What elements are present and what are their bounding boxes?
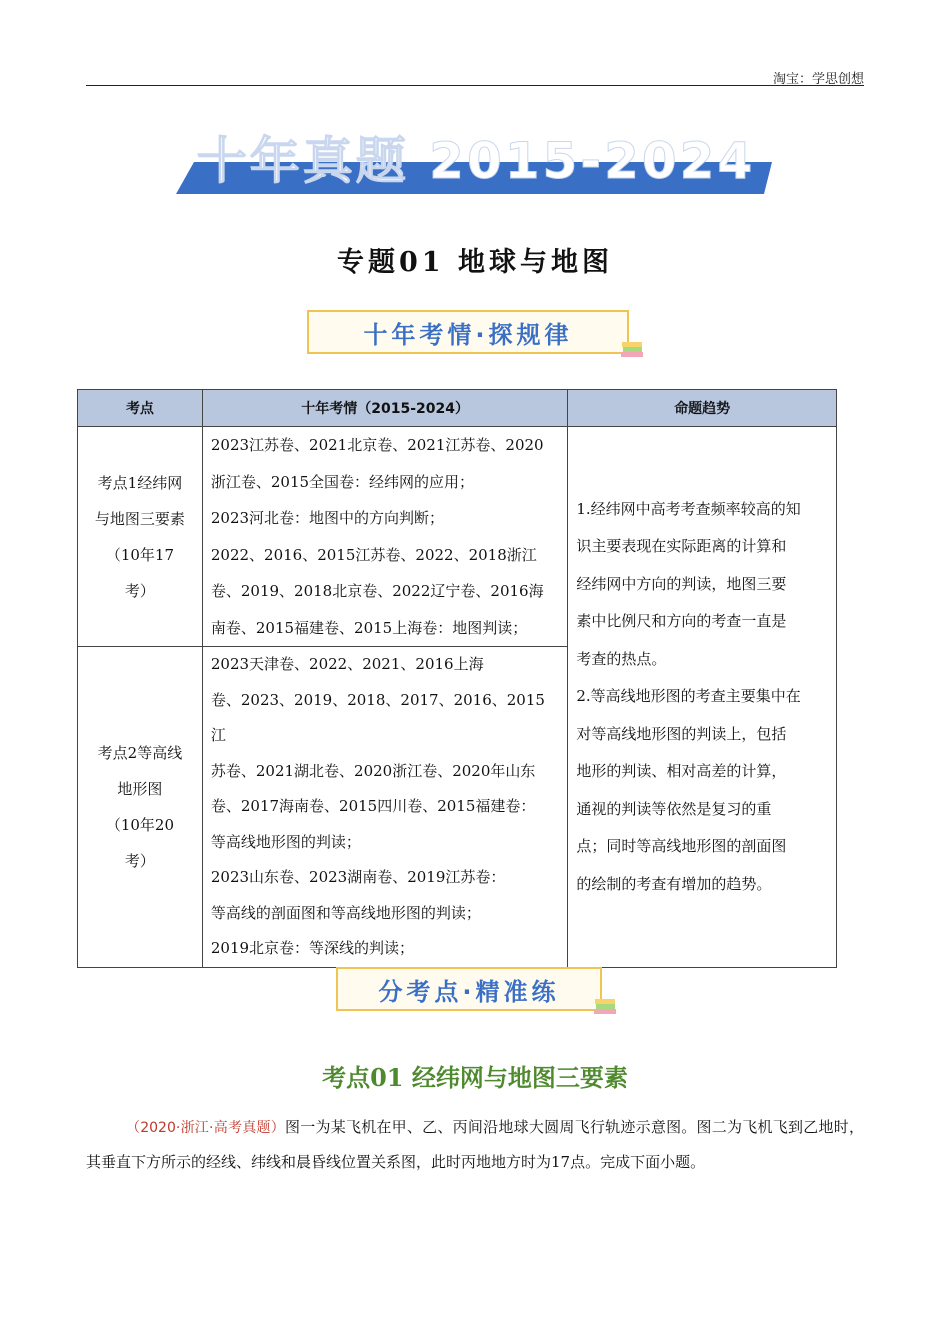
condition-line: 2019北京卷：等深线的判读； xyxy=(210,939,415,957)
conditions-cell xyxy=(202,647,568,968)
question-text: 图一为某飞机在甲、乙、丙间沿地球大圆周飞行轨迹示意图。图二为飞机飞到乙地时，其垂直下方所示的经线、纬线和晨昏线位置关系图，此时丙地地方时为17点。完成下面小题。 xyxy=(86,1118,864,1171)
condition-line: 等高线地形图的判读； xyxy=(210,832,361,851)
trend-line: 2.等高线地形图的考查主要集中在 xyxy=(576,687,801,705)
exam-summary-table xyxy=(77,389,837,968)
point-cell xyxy=(78,427,203,647)
trend-line: 1.经纬网中高考考查频率较高的知 xyxy=(576,499,801,518)
trend-line: 识主要表现在实际距离的计算和 xyxy=(576,537,787,555)
col-header-conditions: 十年考情（2015-2024） xyxy=(202,390,568,427)
point-line: 考） xyxy=(124,581,155,600)
header-shop-label: 淘宝：学思创想 xyxy=(772,72,864,87)
condition-line: 2023山东卷、2023湖南卷、2019江苏卷： xyxy=(210,868,506,886)
banner-text: 十年真题 2015-2024 xyxy=(196,132,756,190)
condition-line: 2023天津卷、2022、2021、2016上海 xyxy=(210,655,484,673)
point-cell xyxy=(78,647,203,968)
trend-line: 素中比例尺和方向的考查一直是 xyxy=(576,612,787,630)
point-line: （10年20 xyxy=(105,815,175,834)
condition-line: 南卷、2015福建卷、2015上海卷：地图判读； xyxy=(210,618,528,637)
badge-label: 分考点·精准练 xyxy=(378,977,560,1006)
badge-label: 十年考情·探规律 xyxy=(363,320,573,349)
point-line: 考点2等高线 xyxy=(97,743,183,762)
trend-line: 对等高线地形图的判读上，包括 xyxy=(576,724,787,743)
header-rule xyxy=(86,85,864,86)
condition-line: 2023河北卷：地图中的方向判断； xyxy=(210,509,445,527)
subject-title: 专题01 地球与地图 xyxy=(337,247,613,278)
question-paragraph xyxy=(86,1110,864,1179)
conditions-cell xyxy=(202,427,568,647)
trend-line: 通视的判读等依然是复习的重 xyxy=(576,799,772,818)
table-row xyxy=(78,427,837,647)
condition-line: 等高线的剖面图和等高线地形图的判读； xyxy=(210,903,481,922)
books-icon xyxy=(592,995,618,1023)
col-header-trend: 命题趋势 xyxy=(568,390,837,427)
section-badge-trends xyxy=(307,310,629,354)
condition-line: 浙江卷、2015全国卷：经纬网的应用； xyxy=(210,472,475,491)
point-line: 地形图 xyxy=(117,779,163,798)
point-line: 与地图三要素 xyxy=(94,509,185,528)
condition-line: 2023江苏卷、2021北京卷、2021江苏卷、2020 xyxy=(210,436,544,454)
condition-line: 苏卷、2021湖北卷、2020浙江卷、2020年山东 xyxy=(210,761,536,780)
question-source: （2020·浙江·高考真题） xyxy=(126,1120,285,1136)
trend-line: 地形的判读、相对高差的计算， xyxy=(576,762,787,780)
section-heading: 考点01 经纬网与地图三要素 xyxy=(322,1063,628,1092)
condition-line: 2022、2016、2015江苏卷、2022、2018浙江 xyxy=(210,545,537,564)
books-icon xyxy=(619,338,645,366)
trend-cell xyxy=(568,427,837,968)
trend-line: 考查的热点。 xyxy=(576,649,667,668)
condition-line: 卷、2017海南卷、2015四川卷、2015福建卷： xyxy=(210,797,536,815)
condition-line: 卷、2019、2018北京卷、2022辽宁卷、2016海 xyxy=(210,582,544,600)
table-header-row xyxy=(78,390,837,427)
trend-line: 的绘制的考查有增加的趋势。 xyxy=(576,874,772,893)
trend-line: 点；同时等高线地形图的剖面图 xyxy=(576,837,787,855)
point-line: （10年17 xyxy=(105,545,175,564)
point-line: 考） xyxy=(124,851,155,870)
title-banner xyxy=(176,130,776,196)
trend-line: 经纬网中方向的判读，地图三要 xyxy=(576,574,787,593)
point-line: 考点1经纬网 xyxy=(97,473,183,492)
section-badge-practice xyxy=(336,967,602,1011)
condition-line: 卷、2023、2019、2018、2017、2016、2015江 xyxy=(210,690,545,744)
col-header-point: 考点 xyxy=(78,390,203,427)
